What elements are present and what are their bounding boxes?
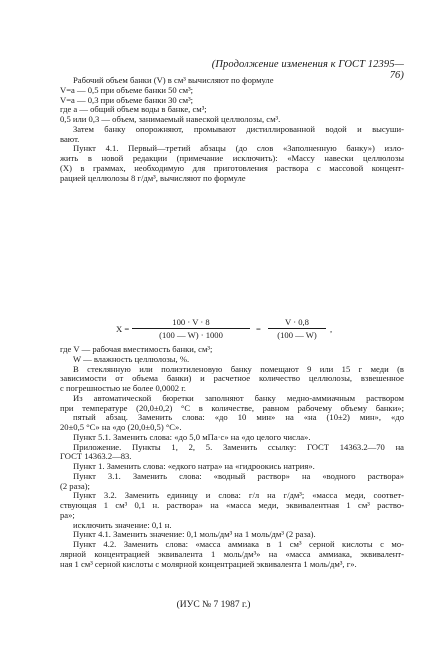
text-line: Из автоматической бюретки заполняют банку медно-аммиачным раствором [73,393,404,403]
text-line: Пункт 1. Заменить слова: «едкого натра» на «гидроокись натрия». [73,462,315,471]
text-line: 0,5 или 0,3 — объем, занимаемый навеской целлюлозы, см³. [60,115,281,124]
formula-comma: , [330,324,333,334]
text-line: пятый абзац. Заменить слова: «до 10 мин» на «на (10±2) мин», «до [73,413,404,423]
text-line: ра»; [60,510,75,520]
text-line: вают. [60,134,80,144]
formula-fraction-2 [268,317,326,340]
formula-numerator-1: 100 · V · 8 [132,317,250,329]
text-line: Пункт 4.1. Заменить значение: 0,1 моль/дм³ на 1 моль/дм³ (2 раза). [73,530,316,540]
text-line: ГОСТ 14363.2—83. [60,452,132,462]
text-line: ная 1 см³ серной кислоты с молярной концентрацией эквивалента 1 моль/дм³, г». [60,559,357,569]
text-line: ствующая 1 см³ 0,1 н. раствора» на «масса меди, эквивалентная 1 см³ раство- [60,501,404,510]
publication-reference: (ИУС № 7 1987 г.) [176,600,251,610]
text-line: Пункт 4.1. Первый—третий абзацы (до слов «Заполненную банку») изло- [73,144,404,154]
text-line: рацией целлюлозы 8 г/дм³, вычисляют по формуле [60,173,246,183]
text-line: Пункт 4.2. Заменить слова: «масса аммиака в 1 см³ серной кислоты с мо- [73,540,404,549]
text-line: при температуре (20,0±0,2) °C в количестве, равном рабочему объему банки»; [60,403,404,413]
text-line: Рабочий объем банки (V) в см³ вычисляют по формуле [73,76,274,85]
text-line: (2 раза); [60,481,90,491]
formula [110,315,400,343]
formula-equals: = [256,324,261,334]
text-line: Приложение. Пункты 1, 2, 5. Заменить ссылку: ГОСТ 14363.2—70 на [73,442,404,452]
text-line: 20±0,5 °C» на «до (20,0±0,5) °C». [60,423,182,432]
text-line: лярной концентрацией эквивалента 1 моль/дм³» на «масса аммиака, эквивалент- [60,549,404,559]
formula-denominator-1: (100 — W) · 1000 [159,330,223,340]
text-line: жить в новой редакции (примечание исключить): «Массу навески целлюлозы [60,154,404,163]
text-block-bottom [60,345,404,569]
text-line: Пункт 3.1. Заменить слова: «водный раствор» на «водного раствора» [73,471,404,481]
text-block-top [60,76,404,183]
text-line: Пункт 3.2. Заменить единицу и слова: г/л на г/дм³; «масса меди, соответ- [73,491,404,501]
formula-fraction-1 [132,317,250,340]
text-line: В стеклянную или полиэтиленовую банку помещают 9 или 15 г меди (в [73,364,404,374]
text-line: Затем банку опорожняют, промывают дистиллированной водой и высуши- [73,124,404,134]
text-line: V=a — 0,5 при объеме банки 50 см³; [60,85,194,95]
text-line: Пункт 5.1. Заменить слова: «до 5,0 мПа·с» на «до целого числа». [73,432,311,442]
formula-lhs: X = [116,324,130,334]
text-line: V=a — 0,3 при объеме банки 30 см³; [60,95,194,105]
text-line: где a — общий объем воды в банке, см³; [60,105,207,115]
text-line: с погрешностью не более 0,0002 г. [60,384,186,393]
text-line: W — влажность целлюлозы, %. [73,354,190,364]
text-line: (X) в граммах, необходимую для приготовления раствора с массовой концент- [60,163,404,173]
text-line: исключить значение: 0,1 н. [73,520,172,530]
text-line: где V — рабочая вместимость банки, см³; [60,345,213,354]
formula-numerator-2: V · 0,8 [268,317,326,329]
page-header: (Продолжение изменения к ГОСТ 12395—76) [211,59,404,81]
formula-denominator-2: (100 — W) [277,330,317,340]
text-line: зависимости от объема банки) и расчетное количество целлюлозы, взвешенное [60,374,404,384]
